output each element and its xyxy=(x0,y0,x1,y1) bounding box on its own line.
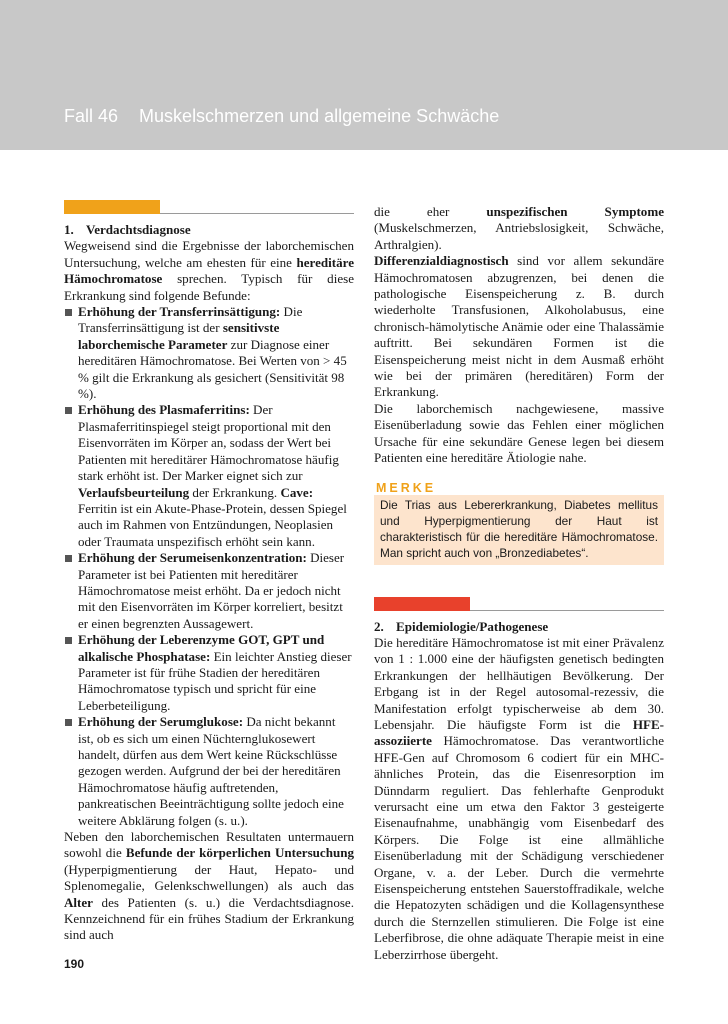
list-item xyxy=(64,304,354,402)
chapter-heading xyxy=(64,106,499,127)
findings-list xyxy=(64,304,354,829)
text-run: Die Transferrinsättigung ist der xyxy=(78,304,303,336)
right-column xyxy=(374,204,664,963)
page-number: 190 xyxy=(64,957,85,971)
text-run: zur Diagnose einer hereditären Hämochromatose. Bei Werten von > 45 % gilt die Erkrankung als gesichert (Sensitivität 98 %). xyxy=(78,336,347,402)
list-item xyxy=(64,550,354,632)
epidemiology-paragraph xyxy=(374,635,664,963)
text-run: Neben den laborchemischen Resultaten untermauern sowohl die xyxy=(64,829,354,861)
text-run: Die hereditäre Hämochromatose ist mit einer Prävalenz von 1 : 1.000 eine der häufigsten genetisch bedingten Erkrankungen der hellhäutigen Bevölkerung. Der Erbgang ist in der Regel autosomal-rezessiv, die Manifestation erfolgt typischerweise ab dem 30. Lebensjahr. Die häufigste Form ist die xyxy=(374,634,664,732)
intro-paragraph xyxy=(64,238,354,304)
text-run: (Muskelschmerzen, Antriebslosigkeit, Schwäche, Arthralgien). xyxy=(374,220,664,252)
section-heading-epidemiologie xyxy=(374,619,664,635)
bold-run: Erhöhung der Serumglukose: xyxy=(78,714,244,730)
merke-box xyxy=(374,481,664,565)
bold-run: sensitivste laborchemische Parameter xyxy=(78,320,280,352)
bold-run: Differenzialdiagnostisch xyxy=(374,253,509,269)
text-run: der Erkrankung. xyxy=(189,484,281,500)
case-title: Muskelschmerzen und allgemeine Schwäche xyxy=(139,106,500,126)
section-number: 1. xyxy=(64,222,74,237)
section-title: Verdachtsdiagnose xyxy=(86,222,191,237)
outro-paragraph xyxy=(64,829,354,944)
header-band xyxy=(0,0,728,150)
section-number: 2. xyxy=(374,618,384,634)
section-divider xyxy=(64,200,354,214)
bold-run: Erhöhung der Leberenzyme GOT, GPT und alkalische Phosphatase: xyxy=(78,632,325,664)
text-run: Ferritin ist ein Akute-Phase-Protein, dessen Spiegel auch im Rahmen von Entzündungen, Neoplasien oder Traumata unspezifisch erhöht sein kann. xyxy=(78,500,347,549)
differential-paragraph xyxy=(374,253,664,401)
red-accent-bar xyxy=(374,597,470,611)
bold-run: Erhöhung des Plasmaferritins: xyxy=(78,402,250,418)
text-run: Ein leichter Anstieg dieser Parameter ist für frühe Stadien der hereditären Hämochromatose typisch und spricht für eine Leberbeteiligung. xyxy=(78,648,352,713)
merke-text: Die Trias aus Lebererkrankung, Diabetes mellitus und Hyperpigmentierung der Haut ist charakteristisch für die hereditäre Hämochromatose. Man spricht auch von „Bronzediabetes“. xyxy=(374,495,664,565)
bold-run: Cave: xyxy=(280,484,314,500)
list-item xyxy=(64,714,354,829)
orange-accent-bar xyxy=(64,200,160,214)
text-run: die eher xyxy=(374,204,487,219)
text-run: Wegweisend sind die Ergebnisse der laborchemischen Untersuchung, welche am ehesten für eine xyxy=(64,238,354,270)
text-run: des Patienten (s. u.) die Verdachtsdiagnose. Kennzeichnend für ein frühes Stadium der Erkrankung sind auch xyxy=(64,894,354,943)
list-item xyxy=(64,402,354,550)
conclusion-paragraph: Die laborchemisch nachgewiesene, massive Eisenüberladung sowie das Fehlen einer möglichen Ursache für eine sekundäre Genese legen bei diesem Patienten eine hereditäre Ätiologie nahe. xyxy=(374,400,664,466)
text-run: Der Plasmaferritinspiegel steigt proportional mit den Eisenvorräten im Körper an, sodass der Wert bei Patienten mit hereditärer Hämochromatose häufig stark erhöht ist. Der Marker eignet sich zur xyxy=(78,402,339,484)
section-title: Epidemiologie/Pathogenese xyxy=(396,618,549,634)
bold-run: Verlaufsbeurteilung xyxy=(78,484,190,500)
bold-run: Alter xyxy=(64,894,93,910)
text-run: Dieser Parameter ist bei Patienten mit hereditärer Hämochromatose meist erhöht. Da er jedoch nicht mit den Eisenvorräten im Körper korreliert, besitzt er einen begrenzten Aussagewert. xyxy=(78,550,345,631)
left-column xyxy=(64,200,354,944)
bold-run: Erhöhung der Serumeisenkonzentration: xyxy=(78,550,307,566)
text-run: Da nicht bekannt ist, ob es sich um einen Nüchternglukosewert handelt, dürfen aus dem Wert keine Rückschlüsse gezogen werden. Aufgrund der bei der hereditären Hämochromatose häufig auftretenden, pankreatischen Beeinträchtigung sollte jedoch eine weitere Abklärung folgen (s. u.). xyxy=(78,714,344,828)
section-divider xyxy=(374,597,664,611)
merke-title: MERKE xyxy=(376,480,437,495)
text-run: Hämochromatose. Das verantwortliche HFE-Gen auf Chromosom 6 codiert für ein MHC-ähnliches Protein, das die Eisenresorption im Dünndarm reguliert. Das fehlerhafte Genprodukt verursacht eine um etwa den Faktor 3 gesteigerte Eisenaufnahme, unabhängig vom Eisenbedarf des Körpers. Die Folge ist eine allmähliche Eisenüberladung mit der Schädigung verschiedener Organe, v. a. der Leber. Durch die vermehrte Eisenspeicherung entstehen Sauerstoffradikale, welche die Hepatozyten schädigen und die Kollagensynthese durch die Sternzellen stimulieren. Die Folge ist eine Leberfibrose, die ohne adäquate Therapie meist in eine Leberzirrhose übergeht. xyxy=(374,733,664,962)
bold-run: HFE-assoziierte xyxy=(374,716,664,749)
continuation-paragraph xyxy=(374,204,664,253)
bold-run: unspezifischen Symptome xyxy=(486,204,664,219)
text-run: sind vor allem sekundäre Hämochromatosen abzugrenzen, bei denen die pathologische Eisenspeicherung z. B. durch wiederholte Transfusionen, Alkoholabusus, eine chronisch-hämolytische Anämie oder eine Thalassämie auftritt. Bei sekundären Formen ist die Eisenspeicherung meist nicht in dem Ausmaß erhöht wie bei der primären (hereditären) Form der Erkrankung. xyxy=(374,253,664,400)
bold-run: Erhöhung der Transferrinsättigung: xyxy=(78,304,281,320)
divider-line xyxy=(470,610,664,611)
spacer xyxy=(374,565,664,597)
case-label: Fall 46 xyxy=(64,106,119,126)
bold-run: Befunde der körperlichen Untersuchung xyxy=(125,845,354,861)
section-heading-verdachtsdiagnose xyxy=(64,222,354,238)
text-run: sprechen. Typisch für diese Erkrankung sind folgende Befunde: xyxy=(64,271,354,303)
bold-run: hereditäre Hämochromatose xyxy=(64,254,354,287)
text-run: (Hyperpigmentierung der Haut, Hepato- und Splenomegalie, Gelenkschwellungen) als auch das xyxy=(64,861,354,894)
list-item xyxy=(64,632,354,714)
divider-line xyxy=(160,213,354,214)
